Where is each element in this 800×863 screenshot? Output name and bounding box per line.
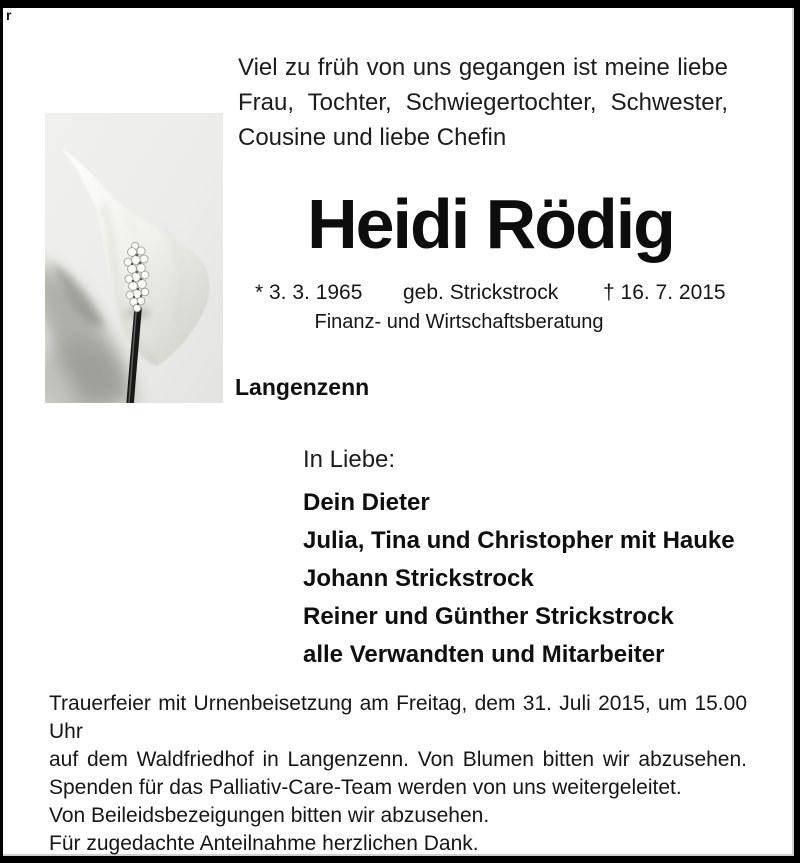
page-border-right	[794, 0, 800, 863]
mourners-list	[303, 484, 763, 674]
birth-date: * 3. 3. 1965	[255, 281, 363, 304]
intro-line: Frau, Tochter, Schwiegertochter, Schwester,	[238, 89, 728, 116]
mourner-line: Reiner und Günther Strickstrock	[303, 603, 674, 630]
maiden-name: geb. Strickstrock	[403, 281, 559, 304]
closing-phrase: In Liebe:	[303, 446, 396, 473]
intro-line: Cousine und liebe Chefin	[238, 124, 507, 151]
peace-lily-photo	[45, 113, 223, 403]
scan-artifact-mark: r	[6, 7, 12, 23]
intro-paragraph	[238, 50, 728, 155]
funeral-line: Von Beileidsbezeigungen bitten wir abzusehen.	[49, 804, 490, 827]
vital-dates-row	[0, 281, 800, 307]
deceased-name: Heidi Rödig	[307, 185, 674, 263]
funeral-line: Für zugedachte Anteilnahme herzlichen Dank.	[49, 832, 479, 855]
intro-line: Viel zu früh von uns gegangen ist meine liebe	[238, 54, 728, 81]
profession-line: Finanz- und Wirtschaftsberatung	[314, 311, 604, 333]
funeral-details-paragraph	[49, 690, 747, 858]
page-border-left	[0, 0, 3, 863]
funeral-line: Trauerfeier mit Urnenbeisetzung am Freitag, dem 31. Juli 2015, um 15.00 Uhr	[49, 692, 747, 743]
mourner-line: Julia, Tina und Christopher mit Hauke	[303, 527, 735, 554]
funeral-line: Spenden für das Palliativ-Care-Team werden von uns weitergeleitet.	[49, 776, 682, 799]
mourner-line: Dein Dieter	[303, 489, 430, 516]
funeral-line: auf dem Waldfriedhof in Langenzenn. Von Blumen bitten wir abzusehen.	[49, 748, 747, 771]
page-border-top	[0, 0, 800, 8]
place-name: Langenzenn	[235, 374, 370, 400]
mourner-line: Johann Strickstrock	[303, 565, 534, 592]
death-date: † 16. 7. 2015	[603, 281, 726, 304]
mourner-line: alle Verwandten und Mitarbeiter	[303, 641, 665, 668]
